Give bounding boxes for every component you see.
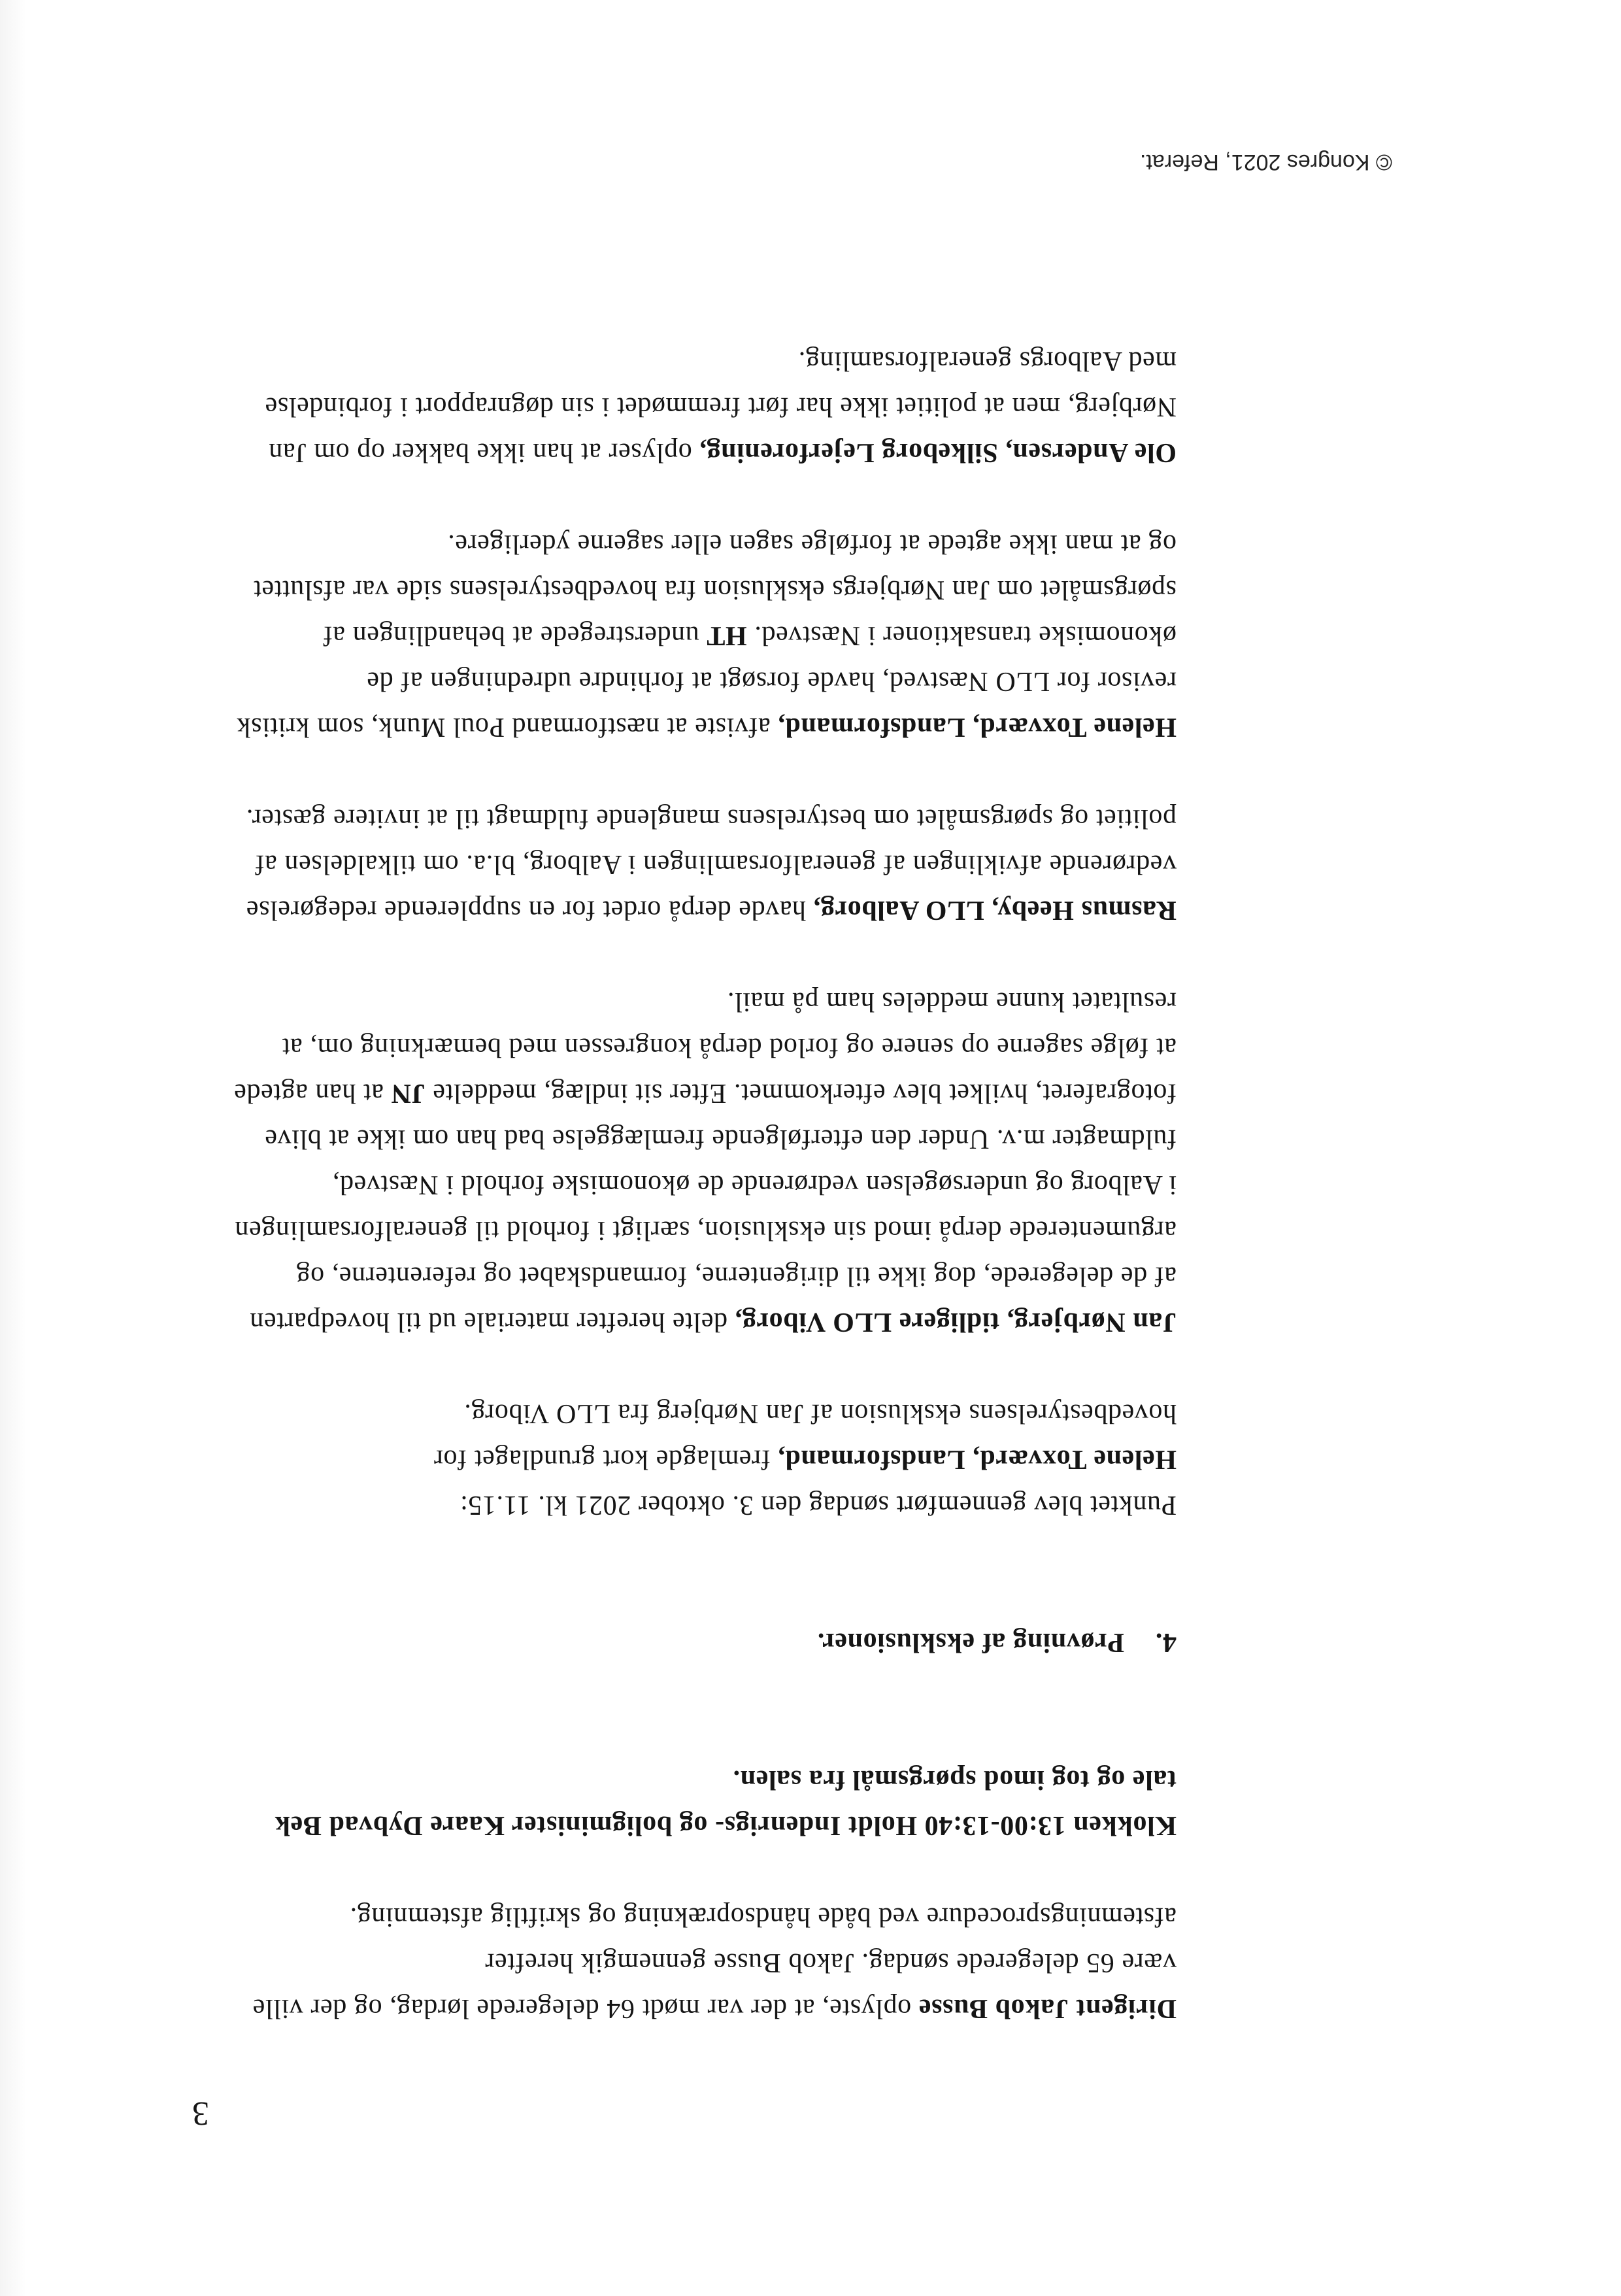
section-heading [229,1619,1177,1665]
paragraph-minister-speech [229,1757,1177,1848]
paragraph-text: delte herefter materiale ud til hovedparten af de delegerede, dog ikke til dirigenterne, formandskabet og referenterne, og argumenterede derpå imod sin eksklusion, særligt i forhold til generalforsamlingen i Aalborg og undersøgelsen vedrørende de økonomiske forhold i Næstved, fuldmagter m.v. Under den efterfølgende fremlæggelse bad han om ikke at blive fotograferet, hvilket blev efterkommet. Efter sit indlæg, meddelte [234,1078,1177,1337]
speaker-name: Rasmus Heeby, LLO Aalborg, [813,895,1177,925]
paragraph-toxvaerd-1 [229,1391,1177,1482]
document-body [229,292,1177,2031]
paragraph-text: understregede at behandlingen af spørgsmålet om Jan Nørbjergs eksklusion fra hovedbestyrelsens side var afsluttet og at man ikke agtede at forfølge sagen eller sagerne yderligere. [253,529,1177,650]
paragraph-norbjerg [229,979,1177,1345]
speaker-initials: HT [706,620,747,650]
paragraph-intro [229,1482,1177,1528]
paragraph-text: havde derpå ordet for en supplerende redegørelse vedrørende afviklingen af generalforsamlingen i Aalborg, bl.a. om tilkaldelsen af politiet og spørgsmålet om bestyrelsens manglende fuldmagt til at invitere gæster. [246,803,1177,925]
paragraph-bold-text: Klokken 13:00-13:40 Holdt Indenrigs- og boligminister Kaare Dybvad Bek tale og tog imod spørgsmål fra salen. [275,1764,1177,1840]
section-title: Prøvning af eksklusioner. [817,1627,1124,1657]
paragraph-toxvaerd-2 [229,521,1177,750]
paragraph-text: fremlagde kort grundlaget for hovedbestyrelsens eksklusion af Jan Nørbjerg fra LLO Viborg. [433,1398,1177,1474]
page-footer: © Kongres 2021, Referat. [1139,150,1392,175]
speaker-name: Helene Toxværd, Landsformand, [777,1444,1177,1474]
speaker-initials: JN [391,1078,426,1108]
speaker-name: Helene Toxværd, Landsformand, [777,712,1177,742]
speaker-name: Dirigent Jakob Busse [918,1993,1177,2023]
speaker-name: Ole Andersen, Silkeborg Lejerforening, [699,437,1177,467]
paragraph-text: oplyser at han ikke bakker op om Jan Nørbjerg, men at politiet ikke har ført fremmødet i sin døgnrapport i forbindelse med Aalborgs generalforsamling. [265,346,1177,467]
paragraph-text: afviste at næstformand Poul Munk, som kritisk revisor for LLO Næstved, havde forsøgt at forhindre udredningen af de økonomiske transaktioner i Næstved. [236,620,1177,742]
page-number: 3 [192,2095,209,2132]
section-number: 4. [1155,1627,1177,1657]
paragraph-dirigent [229,1894,1177,2031]
spacer [229,1665,1177,1711]
paragraph-text: at han agtede at følge sagerne op senere og forlod derpå kongressen med bemærkning om, at resultatet kunne meddeles ham på mail. [233,987,1177,1108]
paragraph-text: oplyste, at der var mødt 64 delegerede lørdag, og der ville være 65 delegerede søndag. Jakob Busse gennemgik herefter afstemningsprocedure ved både håndsoprækning og skriftlig afstemning. [252,1902,1177,2023]
paragraph-heeby [229,796,1177,933]
paragraph-text: Punktet blev gennemført søndag den 3. oktober 2021 kl. 11.15: [460,1490,1177,1520]
spacer [229,1528,1177,1574]
paragraph-andersen [229,338,1177,475]
speaker-name: Jan Nørbjerg, tidligere LLO Viborg, [735,1307,1177,1337]
